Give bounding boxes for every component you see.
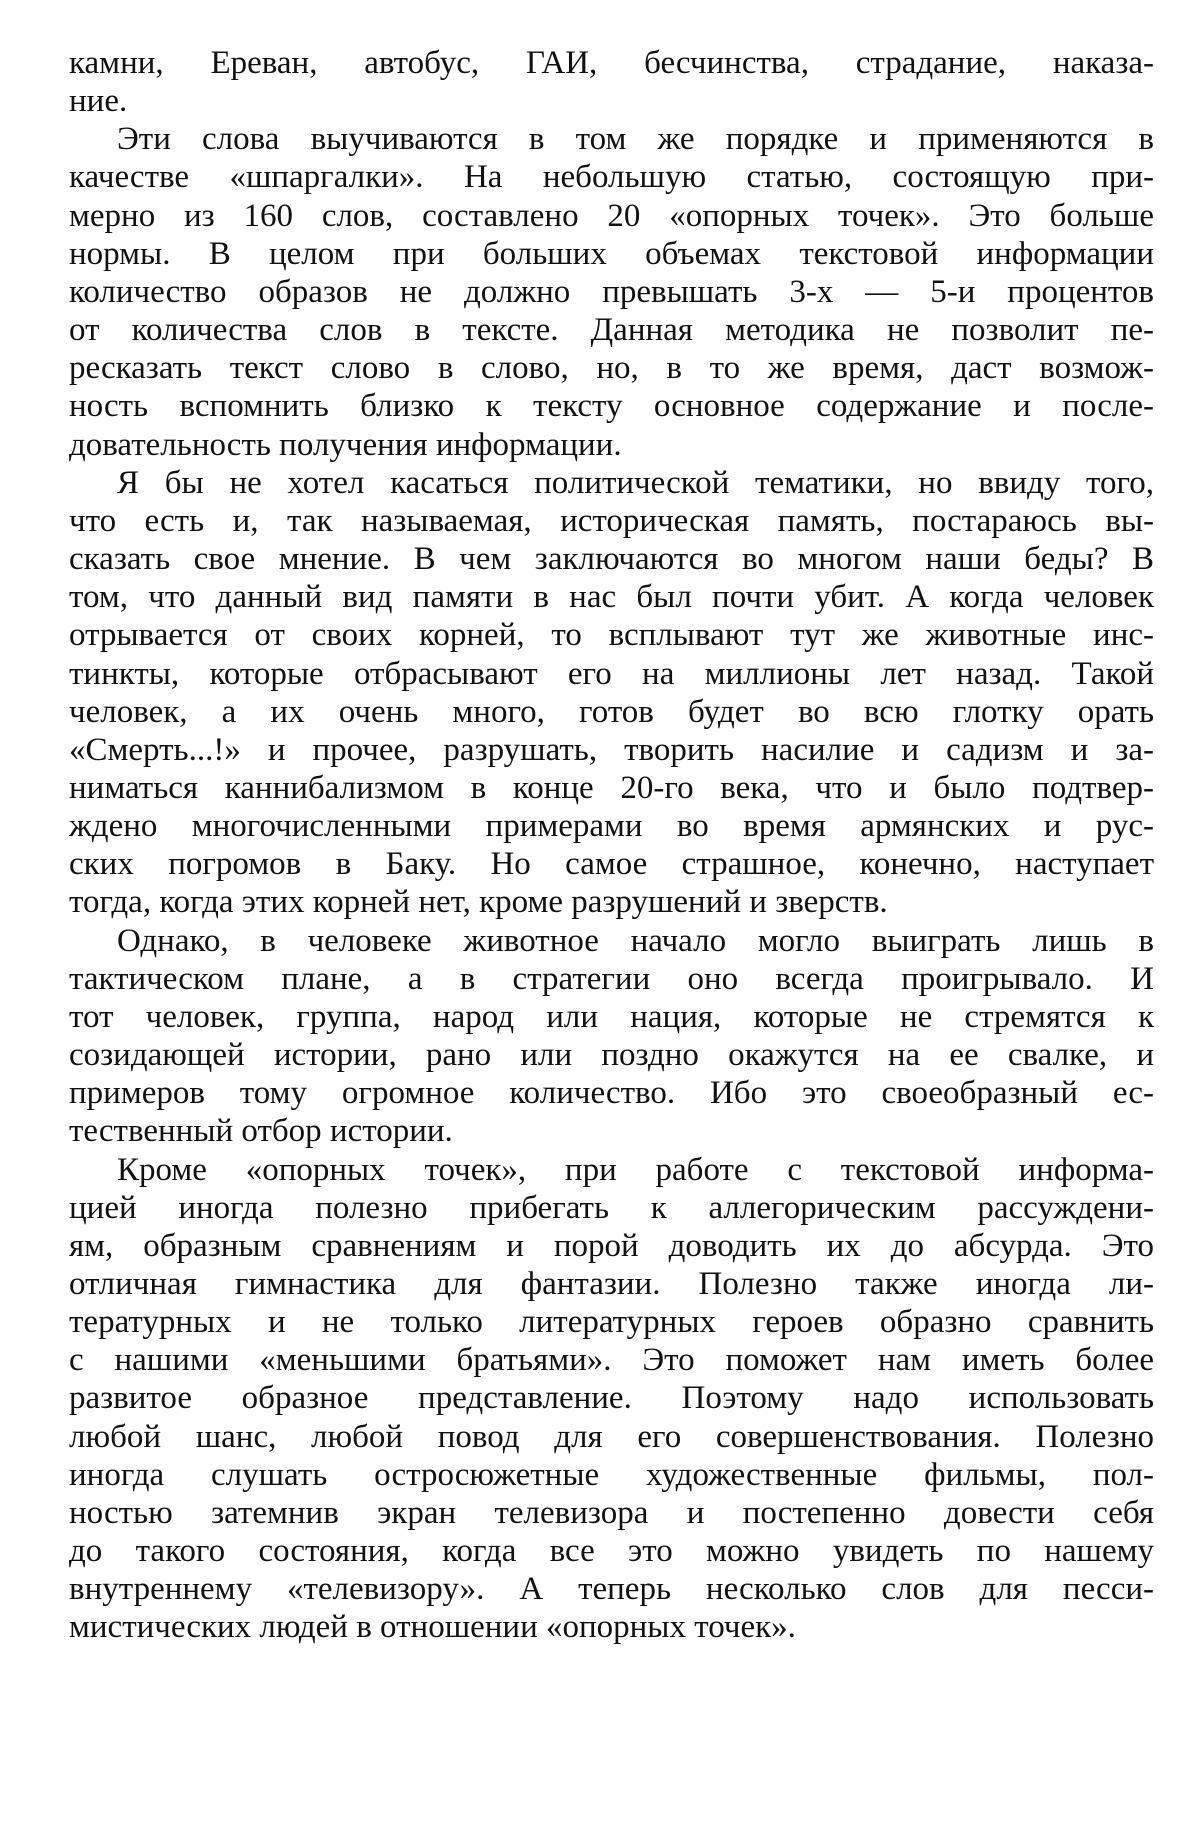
text-line: ям, образным сравнениям и порой доводить их до абсурда. Это: [69, 1227, 1154, 1264]
text-line: «Смерть...!» и прочее, разрушать, творить насилие и садизм и за-: [69, 731, 1154, 768]
paragraph-5: [69, 1151, 1154, 1647]
text-line: до такого состояния, когда все это можно увидеть по нашему: [69, 1533, 1154, 1570]
text-line: камни, Ереван, автобус, ГАИ, бесчинства, страдание, наказа-: [69, 45, 1154, 81]
book-page-text: [69, 44, 1154, 1647]
text-line: ностью затемнив экран телевизора и постепенно довести себя: [69, 1494, 1154, 1531]
text-line: тогда, когда этих корней нет, кроме разрушений и зверств.: [69, 884, 888, 921]
text-line: иногда слушать остросюжетные художественные фильмы, пол-: [69, 1456, 1154, 1493]
text-line: Я бы не хотел касаться политической тематики, но ввиду того,: [117, 464, 1154, 501]
text-line: цией иногда полезно прибегать к аллегорическим рассуждени-: [69, 1189, 1154, 1226]
text-line: ских погромов в Баку. Но самое страшное, конечно, наступает: [69, 846, 1154, 883]
text-line: тественный отбор истории.: [69, 1113, 453, 1150]
text-line: отрывается от своих корней, то всплывают тут же животные инс-: [69, 617, 1154, 654]
text-line: развитое образное представление. Поэтому надо использовать: [69, 1380, 1154, 1417]
text-line: нормы. В целом при больших объемах текстовой информации: [69, 235, 1154, 272]
text-line: ние.: [69, 83, 128, 120]
text-line: от количества слов в тексте. Данная методика не позволит пе-: [69, 312, 1154, 349]
text-line: довательность получения информации.: [69, 426, 622, 463]
text-line: внутреннему «телевизору». А теперь несколько слов для песси-: [69, 1571, 1154, 1608]
paragraph-3: [69, 464, 1154, 922]
text-line: тактическом плане, а в стратегии оно всегда проигрывало. И: [69, 960, 1154, 997]
text-line: человек, а их очень много, готов будет во всю глотку орать: [69, 693, 1154, 730]
text-line: отличная гимнастика для фантазии. Полезно также иногда ли-: [69, 1266, 1154, 1302]
text-line: ждено многочисленными примерами во время армянских и рус-: [69, 808, 1154, 845]
paragraph-2: [69, 120, 1154, 463]
text-line: созидающей истории, рано или поздно окажутся на ее свалке, и: [69, 1037, 1154, 1074]
text-line: тературных и не только литературных героев образно сравнить: [69, 1304, 1154, 1341]
text-line: тот человек, группа, народ или нация, которые не стремятся к: [69, 998, 1154, 1035]
text-line: Однако, в человеке животное начало могло выиграть лишь в: [117, 922, 1154, 959]
text-line: с нашими «меньшими братьями». Это поможет нам иметь более: [69, 1342, 1154, 1379]
text-line: что есть и, так называемая, историческая память, постараюсь вы-: [69, 502, 1154, 539]
text-line: том, что данный вид памяти в нас был почти убит. А когда человек: [69, 579, 1154, 616]
text-line: мерно из 160 слов, составлено 20 «опорных точек». Это больше: [69, 197, 1154, 234]
text-line: сказать свое мнение. В чем заключаются во многом наши беды? В: [69, 541, 1154, 578]
paragraph-1: [69, 44, 1154, 120]
text-line: мистических людей в отношении «опорных точек».: [69, 1609, 796, 1646]
text-line: ность вспомнить близко к тексту основное содержание и после-: [69, 388, 1154, 425]
text-line: Кроме «опорных точек», при работе с текстовой информа-: [117, 1151, 1154, 1188]
text-line: количество образов не должно превышать 3-х — 5-и процентов: [69, 273, 1154, 310]
text-line: ресказать текст слово в слово, но, в то же время, даст возмож-: [69, 350, 1154, 387]
text-line: тинкты, которые отбрасывают его на миллионы лет назад. Такой: [69, 655, 1154, 692]
text-line: ниматься каннибализмом в конце 20-го века, что и было подтвер-: [69, 769, 1154, 806]
text-line: качестве «шпаргалки». На небольшую статью, состоящую при-: [69, 159, 1154, 196]
text-line: Эти слова выучиваются в том же порядке и применяются в: [117, 121, 1154, 158]
text-line: примеров тому огромное количество. Ибо это своеобразный ес-: [69, 1075, 1154, 1112]
paragraph-4: [69, 922, 1154, 1151]
text-line: любой шанс, любой повод для его совершенствования. Полезно: [69, 1418, 1154, 1455]
